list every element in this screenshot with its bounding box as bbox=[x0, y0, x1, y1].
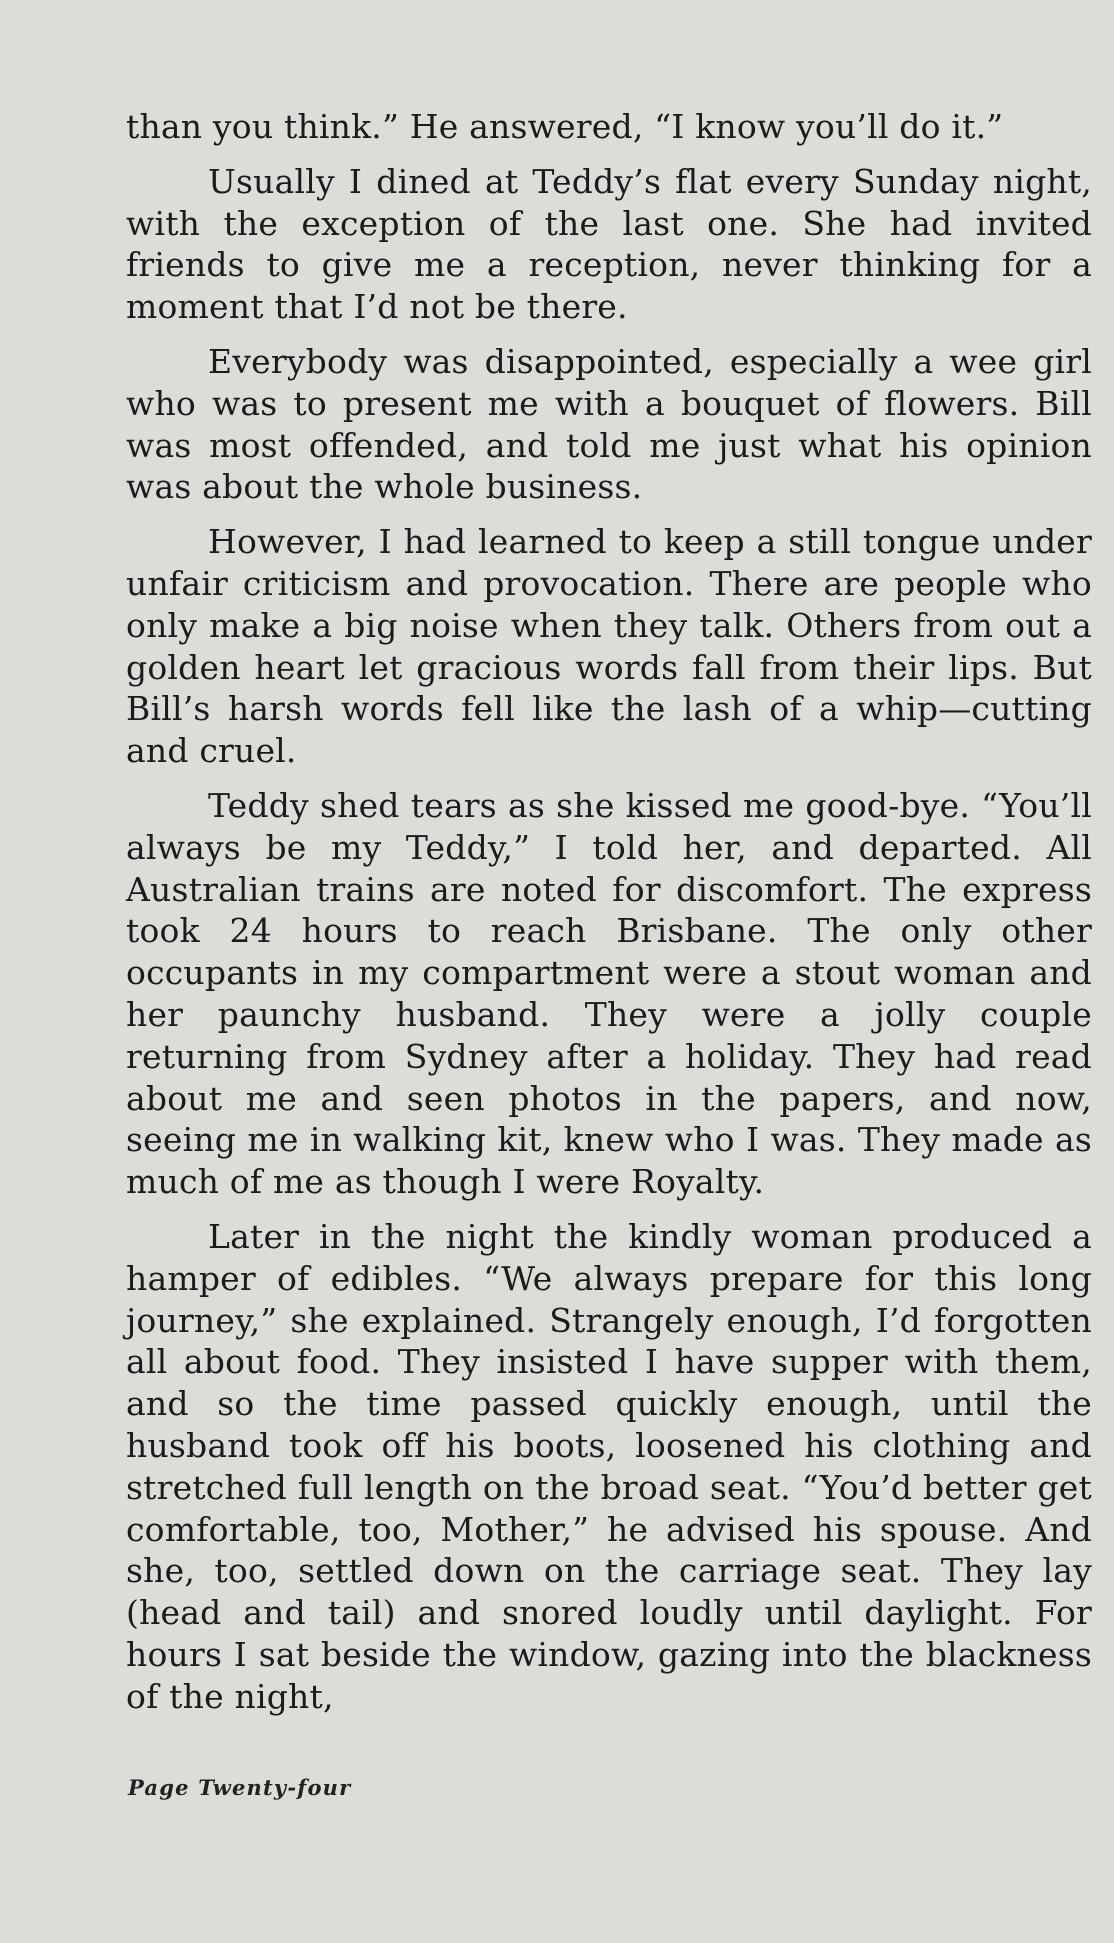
body-text bbox=[126, 106, 1092, 1730]
paragraph: Teddy shed tears as she kissed me good-bye. “You’ll always be my Teddy,” I told her, and departed. All Australian trains are noted for discomfort. The express took 24 hours to reach Brisbane. The only other occupants in my compartment were a stout woman and her paunchy husband. They were a jolly couple returning from Sydney after a holiday. They had read about me and seen photos in the papers, and now, seeing me in walking kit, knew who I was. They made as much of me as though I were Royalty. bbox=[126, 785, 1092, 1202]
paragraph: Later in the night the kindly woman produced a hamper of edibles. “We always prepare for this long journey,” she explained. Strangely enough, I’d forgotten all about food. They insisted I have supper with them, and so the time passed quickly enough, until the husband took off his boots, loosened his clothing and stretched full length on the broad seat. “You’d better get comfortable, too, Mother,” he advised his spouse. And she, too, settled down on the carriage seat. They lay (head and tail) and snored loudly until daylight. For hours I sat beside the window, gazing into the blackness of the night, bbox=[126, 1216, 1092, 1716]
page-number: Page Twenty-four bbox=[128, 1775, 352, 1800]
paragraph: Usually I dined at Teddy’s flat every Sunday night, with the exception of the last one. She had invited friends to give me a reception, never thinking for a moment that I’d not be there. bbox=[126, 161, 1092, 327]
paragraph-continuation: than you think.” He answered, “I know you’ll do it.” bbox=[126, 107, 1004, 146]
paragraph: Everybody was disappointed, especially a wee girl who was to present me with a bouquet of flowers. Bill was most offended, and told me just what his opinion was about the whole business. bbox=[126, 341, 1092, 507]
paragraph: However, I had learned to keep a still tongue under unfair criticism and provocation. There are people who only make a big noise when they talk. Others from out a golden heart let gracious words fall from their lips. But Bill’s harsh words fell like the lash of a whip—cutting and cruel. bbox=[126, 522, 1092, 771]
